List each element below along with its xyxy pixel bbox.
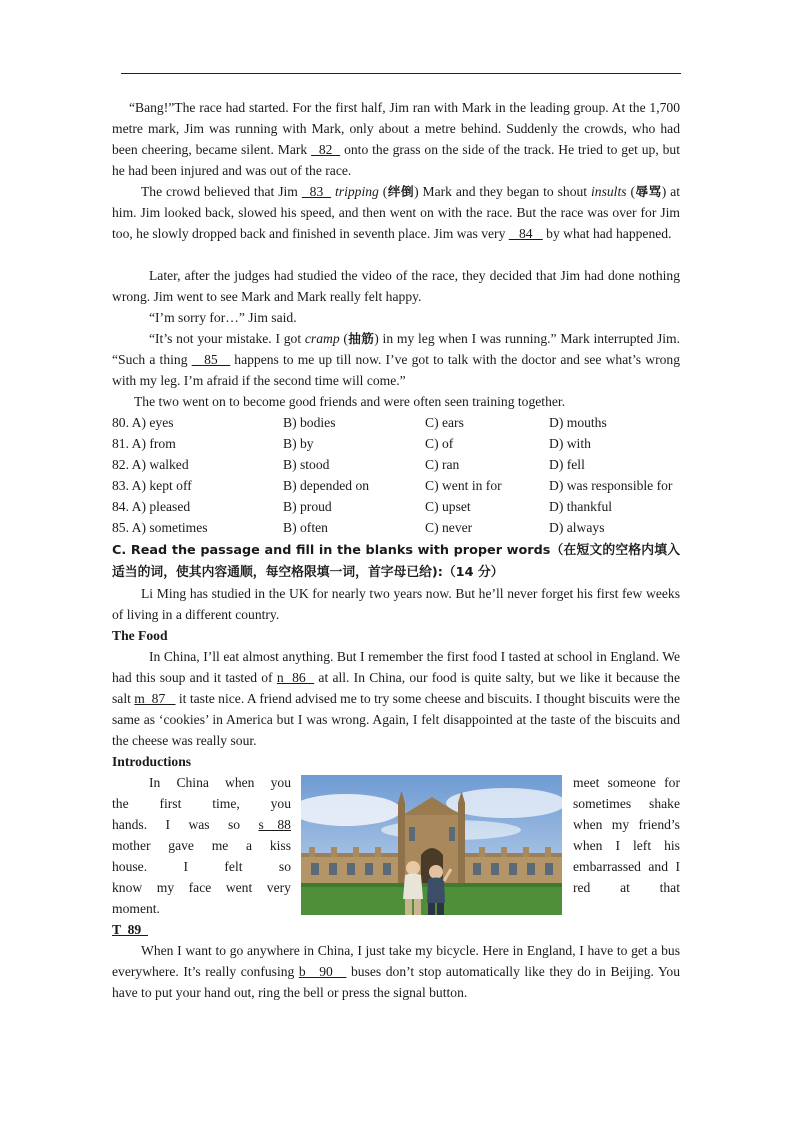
blank-85[interactable]: 85 — [191, 352, 231, 367]
option-row-81 — [112, 433, 680, 454]
option-row-82 — [112, 454, 680, 475]
college-photo — [301, 775, 562, 915]
race-paragraph-5: “It’s not your mistake. I got cramp (抽筋) in my leg when I was running.” Mark interrupted Jim. “Such a thing 85 happens to me up till now. I’ve got to talk with the doctor and see what’s wrong with my leg. I’m afraid if the second time will come.” — [112, 331, 680, 388]
option-a: 82. A) walked — [112, 457, 189, 472]
option-row-84 — [112, 496, 680, 517]
page-content — [112, 97, 680, 1003]
option-row-83 — [112, 475, 680, 496]
race-paragraph-6: The two went on to become good friends and were often seen training together. — [134, 394, 566, 409]
option-d: D) with — [549, 436, 591, 451]
blank-90[interactable]: b 90 — [298, 964, 347, 979]
option-b: B) often — [283, 520, 328, 535]
introductions-left-column: In China when you the first time, you hands. I was so s 88 mother gave me a kiss house. I felt so know my face went very moment. — [112, 775, 291, 916]
option-c: C) ears — [425, 415, 464, 430]
blank-82[interactable]: 82 — [311, 142, 341, 157]
option-c: C) upset — [425, 499, 471, 514]
introductions-heading: Introductions — [112, 754, 192, 769]
option-b: B) by — [283, 436, 314, 451]
option-row-80 — [112, 412, 680, 433]
option-c: C) went in for — [425, 478, 502, 493]
option-b: B) proud — [283, 499, 332, 514]
option-b: B) stood — [283, 457, 330, 472]
introductions-right-column: meet someone for sometimes shake when my friend’s when I left his embarrassed and I red at that — [573, 775, 680, 895]
blank-84[interactable]: 84 — [508, 226, 543, 241]
race-paragraph-2: The crowd believed that Jim 83 tripping (绊倒) Mark and they began to shout insults (辱骂) at him. Jim looked back, slowed his speed, and then went on with the race. But the race was over for Jim too, he slowly dropped back and finished in seventh place. Jim was very 84 by what had happened. — [112, 184, 681, 241]
blank-86[interactable]: n 86 — [276, 670, 315, 685]
race-paragraph-3: Later, after the judges had studied the video of the race, they decided that Jim had done nothing wrong. Jim went to see Mark and Mark really felt happy. — [112, 268, 680, 304]
option-a: 84. A) pleased — [112, 499, 191, 514]
option-c: C) ran — [425, 457, 460, 472]
blank-88[interactable]: s 88 — [258, 817, 291, 832]
option-d: D) mouths — [549, 415, 607, 430]
college-photo-image — [301, 775, 562, 915]
food-paragraph: In China, I’ll eat almost anything. But I remember the first food I tasted at school in England. We had this soup and it tasted of n 86 at all. In China, our food is quite salty, but we like it because the salt m 87 it taste nice. A friend advised me to try some cheese and biscuits. I thought biscuits were the same as ‘cookies’ in America but I was wrong. Again, I felt disappointed at the taste of the biscuits and the cheese was really sour. — [112, 649, 680, 748]
blank-83[interactable]: 83 — [301, 184, 332, 199]
blank-87[interactable]: m 87 — [134, 691, 176, 706]
option-a: 80. A) eyes — [112, 415, 174, 430]
option-a: 85. A) sometimes — [112, 520, 208, 535]
option-a: 81. A) from — [112, 436, 176, 451]
option-d: D) thankful — [549, 499, 613, 514]
option-d: D) fell — [549, 457, 585, 472]
blank-89[interactable]: T 89 — [112, 922, 149, 937]
section-c-intro: Li Ming has studied in the UK for nearly two years now. But he’ll never forget his first few weeks of living in a different country. — [112, 586, 680, 622]
race-paragraph-1: “Bang!”The race had started. For the first half, Jim ran with Mark in the leading group. At the 1,700 metre mark, Jim was running with Mark, only about a metre behind. Suddenly the crowds, who had been cheering, became silent. Mark 82 onto the grass on the side of the track. He tried to get up, but he had been injured and was out of the race. — [112, 100, 681, 178]
option-row-85 — [112, 517, 680, 538]
answer-options — [112, 412, 680, 538]
race-paragraph-4: “I’m sorry for…” Jim said. — [149, 310, 297, 325]
option-b: B) bodies — [283, 415, 336, 430]
option-c: C) never — [425, 520, 473, 535]
option-b: B) depended on — [283, 478, 370, 493]
introductions-block — [112, 772, 680, 919]
section-c-title: C. Read the passage and fill in the blanks with proper words（在短文的空格内填入适当的词，使其内容通顺，每空格限填一词，首字母已给):（14 分） — [112, 543, 680, 580]
header-rule — [121, 73, 681, 74]
transport-heading — [112, 919, 680, 940]
option-d: D) always — [549, 520, 605, 535]
option-c: C) of — [425, 436, 454, 451]
option-a: 83. A) kept off — [112, 478, 192, 493]
food-heading: The Food — [112, 628, 168, 643]
transport-paragraph: When I want to go anywhere in China, I just take my bicycle. Here in England, I have to get a bus everywhere. It’s really confusing b 90 buses don’t stop automatically like they do in Beijing. You have to put your hand out, ring the bell or press the signal button. — [112, 943, 680, 1000]
option-d: D) was responsible for — [549, 478, 673, 493]
